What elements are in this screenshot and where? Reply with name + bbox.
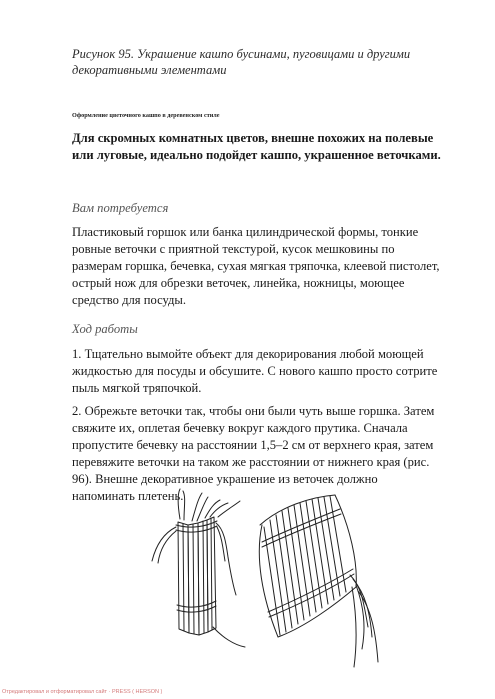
step-1-paragraph: 1. Тщательно вымойте объект для декорирования любой моющей жидкостью для посуды и обсушите. С нового кашпо просто сотрите пыль мягкой тряпочкой. xyxy=(72,347,438,395)
process-heading: Ход работы xyxy=(72,322,138,336)
woven-twig-mat xyxy=(259,495,378,667)
figure-caption: Рисунок 95. Украшение кашпо бусинами, пуговицами и другими декоративными элементами xyxy=(72,47,411,77)
twig-bundle-illustration xyxy=(150,487,380,672)
footer-note: Отредактировал и отформатировал сайт · PRESS ( HERSON ) xyxy=(2,689,163,695)
step-2-paragraph: 2. Обрежьте веточки так, чтобы они были чуть выше горшка. Затем свяжите их, оплетая бечевку вокруг каждого прутика. Сначала пропустите бечевку на расстоянии 1,5–2 см от верхнего края, затем перевяжите веточки на таком же расстоянии от нижнего края (рис. 96). Внешне декоративное украшение из веточек должно напоминать плетень. xyxy=(72,404,435,503)
needs-paragraph: Пластиковый горшок или банка цилиндрической формы, тонкие ровные веточки с приятной текстурой, кусок мешковины по размерам горшка, бечевка, сухая мягкая тряпочка, клеевой пистолет, острый нож для обрезки веточек, линейка, ножницы, моющее средство для посуды. xyxy=(72,225,440,307)
intro-paragraph: Для скромных комнатных цветов, внешне похожих на полевые или луговые, идеально подойдет кашпо, украшенное веточками. xyxy=(72,131,441,162)
tied-twig-bundle xyxy=(152,489,245,647)
section-title: Оформление цветочного кашпо в деревенском стиле xyxy=(72,112,220,119)
needs-heading: Вам потребуется xyxy=(72,201,169,215)
